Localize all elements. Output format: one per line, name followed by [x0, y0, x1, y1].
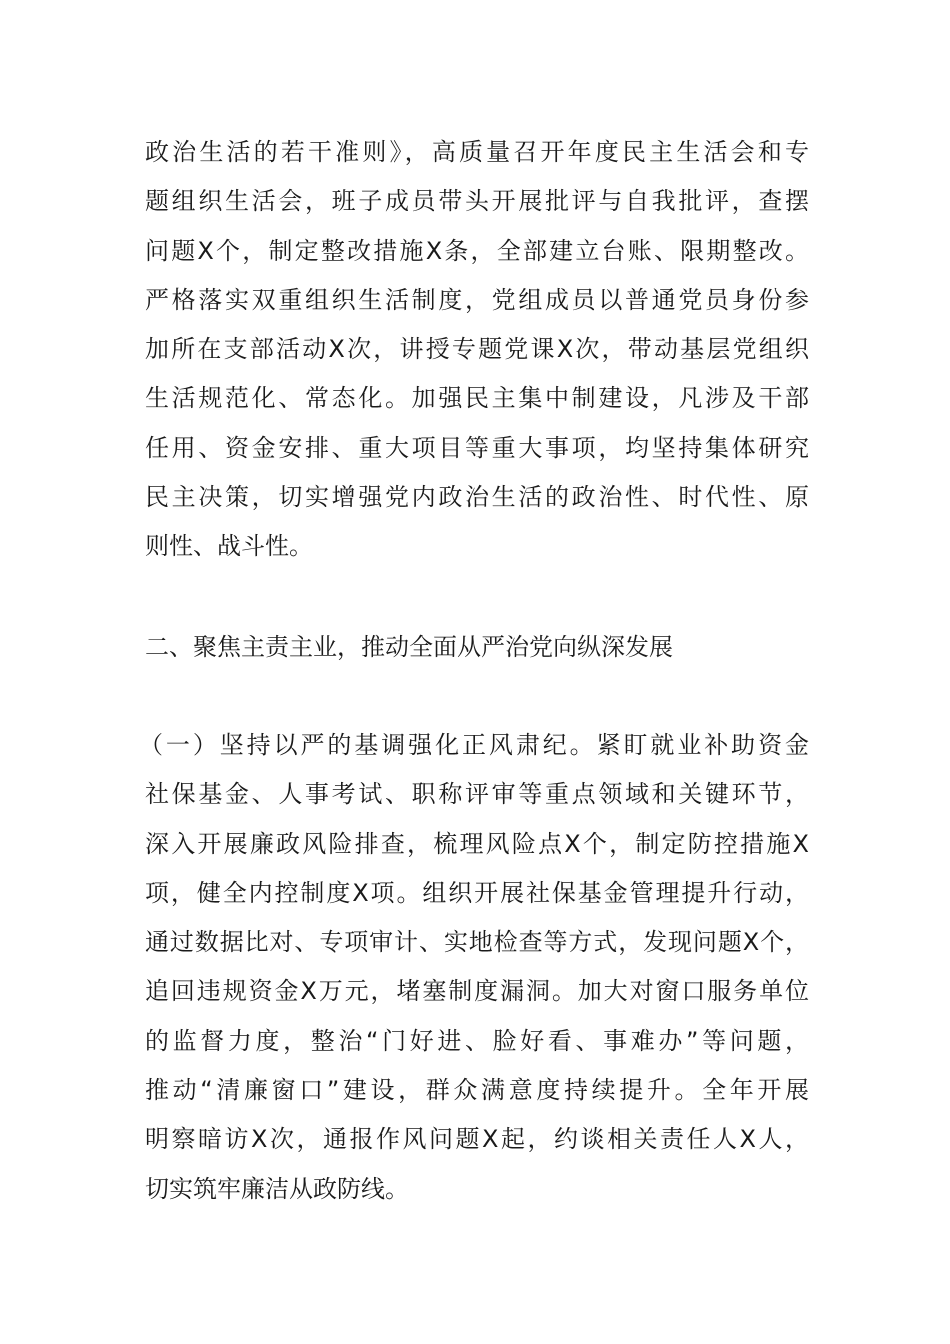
text-line: 加所在支部活动X次，讲授专题党课X次，带动基层党组织	[145, 335, 809, 364]
paragraph-spacer	[145, 572, 809, 623]
text-line: 则性、战斗性。	[145, 532, 313, 561]
text-line: 的监督力度，整治“门好进、脸好看、事难办”等问题，	[145, 1026, 809, 1055]
text-line: 深入开展廉政风险排查，梳理风险点X个，制定防控措施X	[145, 829, 809, 858]
section-heading	[145, 623, 809, 672]
text-line: 严格落实双重组织生活制度，党组成员以普通党员身份参	[145, 285, 809, 314]
paragraph-spacer	[145, 672, 809, 721]
text-line: 追回违规资金X万元，堵塞制度漏洞。加大对窗口服务单位	[145, 977, 809, 1006]
text-line: 政治生活的若干准则》，高质量召开年度民主生活会和专	[145, 138, 809, 166]
text-line: 生活规范化、常态化。加强民主集中制建设，凡涉及干部	[145, 384, 809, 413]
text-line: 明察暗访X次，通报作风问题X起，约谈相关责任人X人，	[145, 1125, 809, 1154]
text-line: 通过数据比对、专项审计、实地检查等方式，发现问题X个，	[145, 928, 809, 957]
text-line: 问题X个，制定整改措施X条，全部建立台账、限期整改。	[145, 236, 809, 265]
document-page	[139, 128, 809, 1214]
text-line: 推动“清廉窗口”建设，群众满意度持续提升。全年开展	[145, 1076, 809, 1105]
text-line: 民主决策，切实增强党内政治生活的政治性、时代性、原	[145, 483, 809, 512]
text-line: 切实筑牢廉洁从政防线。	[145, 1174, 409, 1203]
text-line: （一）坚持以严的基调强化正风肃纪。紧盯就业补助资金	[139, 730, 809, 759]
text-line: 题组织生活会，班子成员带头开展批评与自我批评，查摆	[145, 187, 809, 216]
heading-text: 二、聚焦主责主业，推动全面从严治党向纵深发展	[145, 632, 673, 661]
text-line: 社保基金、人事考试、职称评审等重点领域和关键环节，	[145, 780, 809, 809]
text-line: 项，健全内控制度X项。组织开展社保基金管理提升行动，	[145, 878, 809, 907]
body-paragraph-1	[145, 128, 809, 572]
text-line: 任用、资金安排、重大项目等重大事项，均坚持集体研究	[145, 433, 809, 462]
body-paragraph-2	[139, 721, 809, 1214]
